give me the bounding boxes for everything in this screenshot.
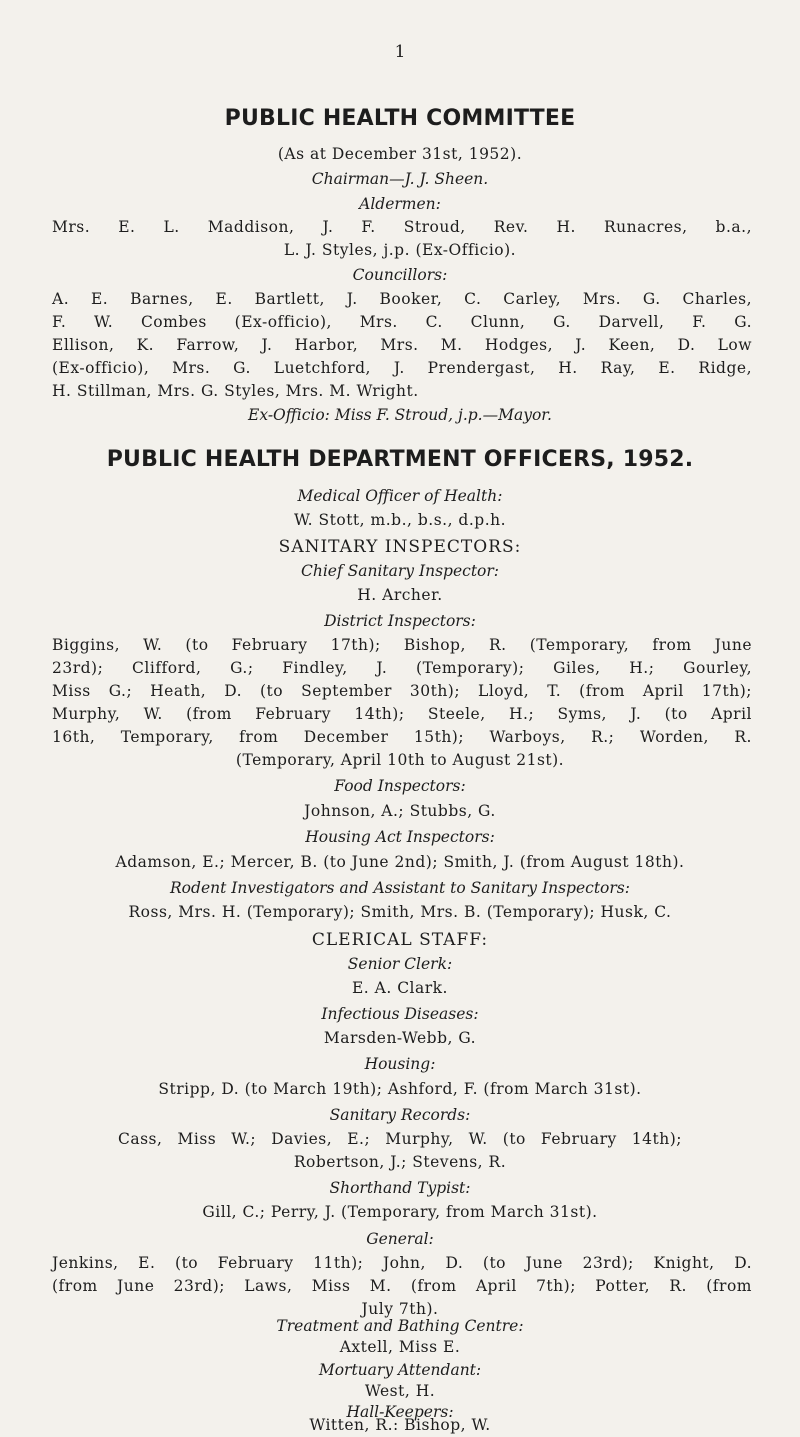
councillors-line: F. W. Combes (Ex-officio), Mrs. C. Clunn, G. Darvell, F. G. [52,313,752,331]
food-inspectors: Johnson, A.; Stubbs, G. [304,802,496,820]
chairman-line: Chairman—J. J. Sheen. [311,170,489,188]
infectious-heading: Infectious Diseases: [321,1005,479,1023]
district-inspectors-heading: District Inspectors: [324,612,476,630]
councillors-line: (Ex-officio), Mrs. G. Luetchford, J. Prendergast, H. Ray, E. Ridge, [52,359,752,377]
sanitary-records-line: Robertson, J.; Stevens, R. [293,1153,507,1171]
committee-date: (As at December 31st, 1952). [277,145,523,163]
councillors-line: A. E. Barnes, E. Bartlett, J. Booker, C. Carley, Mrs. G. Charles, [52,290,752,308]
district-line: Murphy, W. (from February 14th); Steele, H.; Syms, J. (to April [52,705,752,723]
councillors-line: Ellison, K. Farrow, J. Harbor, Mrs. M. Hodges, J. Keen, D. Low [52,336,752,354]
treatment-name: Axtell, Miss E. [339,1338,461,1356]
hall-keepers-names: Witten, R.: Bishop, W. [309,1416,491,1434]
officers-title: PUBLIC HEALTH DEPARTMENT OFFICERS, 1952. [106,447,694,472]
senior-clerk-heading: Senior Clerk: [347,955,453,973]
district-line: 16th, Temporary, from December 15th); Warboys, R.; Worden, R. [52,728,752,746]
mortuary-heading: Mortuary Attendant: [318,1361,482,1379]
food-inspectors-heading: Food Inspectors: [334,777,466,795]
district-line: Miss G.; Heath, D. (to September 30th); Lloyd, T. (from April 17th); [52,682,752,700]
senior-clerk-name: E. A. Clark. [351,979,448,997]
typist-heading: Shorthand Typist: [329,1179,471,1197]
rodent-investigators: Ross, Mrs. H. (Temporary); Smith, Mrs. B. (Temporary); Husk, C. [128,903,672,921]
aldermen-heading: Aldermen: [359,195,441,213]
general-line: Jenkins, E. (to February 11th); John, D. (to June 23rd); Knight, D. [52,1254,752,1272]
housing-heading: Housing: [364,1055,436,1073]
chief-inspector-heading: Chief Sanitary Inspector: [300,562,500,580]
treatment-heading: Treatment and Bathing Centre: [276,1317,524,1335]
chief-inspector-name: H. Archer. [357,586,443,604]
district-line: (Temporary, April 10th to August 21st). [235,751,565,769]
councillors-heading: Councillors: [352,266,448,284]
general-line: (from June 23rd); Laws, Miss M. (from April 7th); Potter, R. (from [52,1277,752,1295]
general-line: July 7th). [361,1300,439,1318]
district-line: 23rd); Clifford, G.; Findley, J. (Temporary); Giles, H.; Gourley, [52,659,752,677]
infectious-name: Marsden-Webb, G. [323,1029,477,1047]
page-number: 1 [394,42,406,62]
typist-names: Gill, C.; Perry, J. (Temporary, from March 31st). [202,1203,598,1221]
moh-heading: Medical Officer of Health: [297,487,503,505]
housing-act-inspectors: Adamson, E.; Mercer, B. (to June 2nd); Smith, J. (from August 18th). [115,853,685,871]
committee-title: PUBLIC HEALTH COMMITTEE [224,106,576,131]
housing-names: Stripp, D. (to March 19th); Ashford, F. (from March 31st). [158,1080,642,1098]
aldermen-line: Mrs. E. L. Maddison, J. F. Stroud, Rev. H. Runacres, b.a., [52,218,752,236]
moh-name: W. Stott, m.b., b.s., d.p.h. [293,511,507,529]
sanitary-records-heading: Sanitary Records: [329,1106,471,1124]
sanitary-records-line: Cass, Miss W.; Davies, E.; Murphy, W. (to February 14th); [118,1130,682,1148]
sanitary-inspectors-heading: SANITARY INSPECTORS: [278,537,522,557]
housing-act-heading: Housing Act Inspectors: [305,828,495,846]
general-heading: General: [366,1230,434,1248]
councillors-line: H. Stillman, Mrs. G. Styles, Mrs. M. Wright. [52,382,419,400]
mortuary-name: West, H. [364,1382,436,1400]
district-line: Biggins, W. (to February 17th); Bishop, R. (Temporary, from June [52,636,752,654]
aldermen-line: L. J. Styles, j.p. (Ex-Officio). [283,241,517,259]
ex-officio-line: Ex-Officio: Miss F. Stroud, j.p.—Mayor. [248,406,552,424]
hall-keepers-heading: Hall-Keepers: [346,1403,454,1421]
clerical-staff-heading: CLERICAL STAFF: [311,930,489,950]
rodent-heading: Rodent Investigators and Assistant to Sanitary Inspectors: [170,879,630,897]
